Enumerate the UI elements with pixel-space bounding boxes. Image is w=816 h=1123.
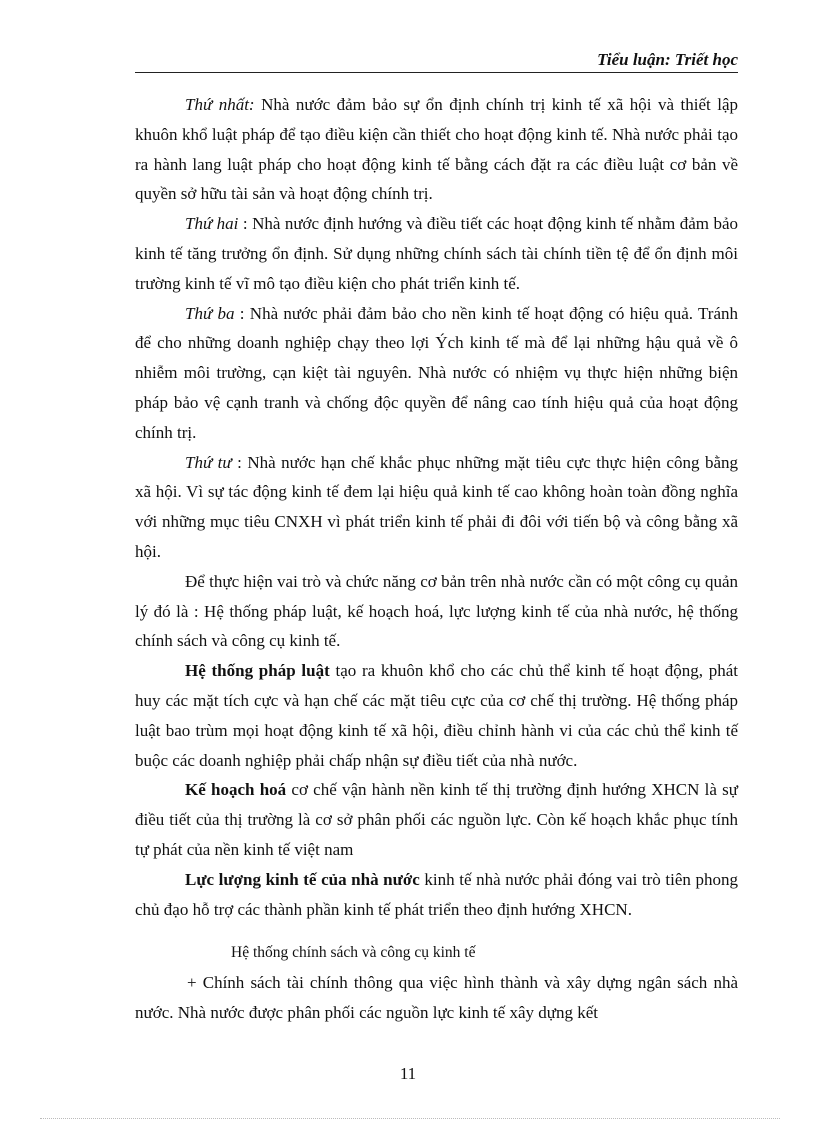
paragraph-luc-luong: [135, 865, 738, 925]
paragraph-thu-ba: [135, 299, 738, 448]
lead-thu-tu: Thứ tư: [185, 452, 232, 472]
bold-term-ke-hoach: Kế hoạch hoá: [185, 780, 287, 800]
paragraph-ke-hoach-hoa: [135, 775, 738, 864]
paragraph-thu-hai: [135, 209, 738, 298]
paragraph-chinh-sach-tai-chinh: + Chính sách tài chính thông qua việc hình thành và xây dựng ngân sách nhà nước. Nhà nước được phân phối các nguồn lực kinh tế xây dựng kết: [135, 973, 738, 1023]
paragraph-text: cơ chế vận hành nền kinh tế thị trường định hướng XHCN là sự điều tiết của thị trường là cơ sở phân phối các nguồn lực. Còn kế hoạch khắc phục tính tự phát của nền kinh tế việt nam: [135, 780, 738, 859]
page-number: 11: [399, 1064, 417, 1083]
paragraph-text: : Nhà nước định hướng và điều tiết các hoạt động kinh tế nhằm đảm bảo kinh tế tăng trưởng ổn định. Sử dụng những chính sách tài chính tiền tệ để ổn định môi trường kinh tế vĩ mô tạo điều kiện cho phát triển kinh tế.: [135, 214, 739, 293]
bold-term-phap-luat: Hệ thống pháp luật: [185, 661, 330, 681]
page-bottom-rule: [40, 1118, 780, 1119]
document-body: [135, 90, 738, 1028]
section-subheading: Hệ thống chính sách và công cụ kinh tế: [231, 944, 476, 962]
paragraph-text: Để thực hiện vai trò và chức năng cơ bản trên nhà nước cần có một công cụ quản lý đó là : Hệ thống pháp luật, kế hoạch hoá, lực lượng kinh tế của nhà nước, hệ thống chính sách và công cụ kinh tế.: [135, 571, 738, 651]
lead-thu-nhat: Thứ nhất:: [185, 95, 255, 114]
lead-thu-hai: Thứ hai: [185, 214, 239, 234]
page-header-title: Tiểu luận: Triết học: [597, 50, 738, 69]
lead-thu-ba: Thứ ba: [185, 303, 235, 323]
paragraph-text: kinh tế nhà nước phải đóng vai trò tiên phong chủ đạo hỗ trợ các thành phần kinh tế phát triển theo định hướng XHCN.: [135, 869, 738, 919]
paragraph-he-thong-phap-luat: [135, 656, 738, 775]
paragraph-thu-nhat: [135, 90, 738, 209]
paragraph-text: tạo ra khuôn khổ cho các chủ thể kinh tế hoạt động, phát huy các mặt tích cực và hạn chế các mặt tiêu cực của cơ chế thị trường. Hệ thống pháp luật bao trùm mọi hoạt động kinh tế xã hội, điều chỉnh hành vi của các chủ thể kinh tế buộc các doanh nghiệp phải chấp nhận sự điều tiết của nhà nước.: [135, 661, 739, 770]
paragraph-thu-tu: [135, 448, 738, 567]
paragraph-text: Nhà nước đảm bảo sự ổn định chính trị kinh tế xã hội và thiết lập khuôn khổ luật pháp để tạo điều kiện cần thiết cho hoạt động kinh tế. Nhà nước phải tạo ra hành lang luật pháp cho hoạt động kinh tế bằng cách đặt ra các điều luật cơ bản về quyền sở hữu tài sản và hoạt động chính trị.: [135, 95, 738, 204]
paragraph-cong-cu: [135, 567, 738, 656]
header-rule: [135, 72, 738, 73]
bold-term-luc-luong: Lực lượng kinh tế của nhà nước: [185, 869, 420, 889]
paragraph-text: : Nhà nước phải đảm bảo cho nền kinh tế hoạt động có hiệu quả. Tránh để cho những doanh nghiệp chạy theo lợi Ých kinh tế mà để lại những hậu quả về ô nhiễm môi trường, cạn kiệt tài nguyên. Nhà nước có nhiệm vụ thực hiện những biện pháp bảo vệ cạnh tranh và chống độc quyền để nâng cao tính hiệu quả của hoạt động chính trị.: [135, 303, 738, 442]
paragraph-text: : Nhà nước hạn chế khắc phục những mặt tiêu cực thực hiện công bằng xã hội. Vì sự tác động kinh tế đem lại hiệu quả kinh tế cao không hoàn toàn đồng nghĩa với những mục tiêu CNXH vì phát triển kinh tế phải đi đôi với tiến bộ và công bằng xã hội.: [135, 452, 738, 561]
